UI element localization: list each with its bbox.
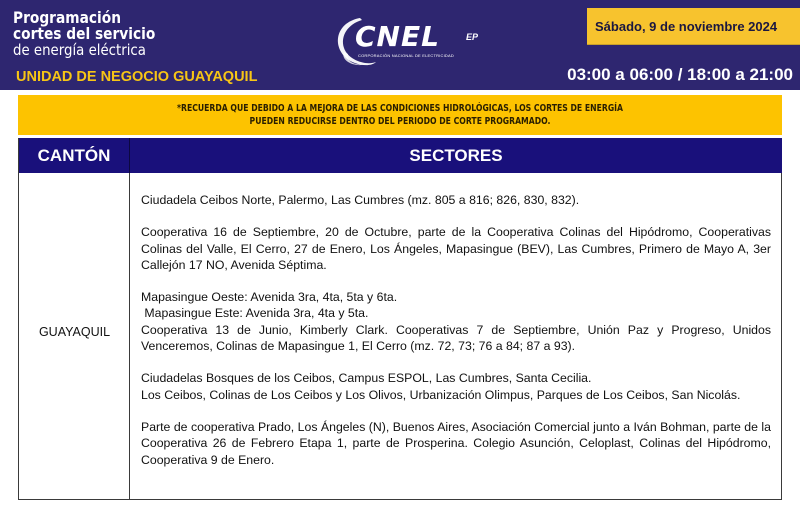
table-row-canton-cell bbox=[19, 173, 130, 499]
sector-line: Cooperativa 13 de Junio, Kimberly Clark. Cooperativas 7 de Septiembre, Unión Paz y Progreso, Unidos Venceremos, Colinas de Mapasingue 1, El Cerro (mz. 72, 73; 76 a 84; 87 a 93). bbox=[141, 322, 771, 354]
sector-group-5 bbox=[141, 419, 771, 468]
business-unit-label: UNIDAD DE NEGOCIO GUAYAQUIL bbox=[16, 69, 258, 85]
date-badge bbox=[587, 8, 800, 45]
sector-line: Parte de cooperativa Prado, Los Ángeles (N), Buenos Aires, Asociación Comercial junto a Iván Bohman, parte de la Cooperativa 26 de Febrero Etapa 1, parte de Prosperina. Colegio Asunción, Celoplast, Colinas del Hipódromo, Cooperativa 9 de Enero. bbox=[141, 419, 771, 467]
table-row-sectores-cell bbox=[130, 173, 781, 499]
title-line-1: Programación bbox=[13, 8, 121, 27]
notice-line-2: PUEDEN REDUCIRSE DENTRO DEL PERIODO DE CORTE PROGRAMADO. bbox=[249, 116, 551, 127]
time-range: 03:00 a 06:00 / 18:00 a 21:00 bbox=[567, 65, 793, 84]
title-line-3: de energía eléctrica bbox=[13, 41, 146, 59]
logo-subtitle: CORPORACIÓN NACIONAL DE ELECTRICIDAD bbox=[358, 53, 454, 58]
logo-name: CNEL bbox=[355, 20, 440, 53]
sector-line: Ciudadelas Bosques de los Ceibos, Campus ESPOL, Las Cumbres, Santa Cecilia. bbox=[141, 371, 592, 386]
sector-group-4 bbox=[141, 370, 771, 403]
sector-group-1 bbox=[141, 192, 771, 208]
column-header-canton: CANTÓN bbox=[19, 138, 130, 173]
header-banner bbox=[0, 0, 800, 90]
cnel-logo bbox=[330, 12, 490, 72]
canton-name: GUAYAQUIL bbox=[38, 325, 111, 339]
title-block bbox=[13, 10, 178, 58]
sector-line: Ciudadela Ceibos Norte, Palermo, Las Cumbres (mz. 805 a 816; 826, 830, 832). bbox=[141, 193, 580, 207]
sector-line: Cooperativa 16 de Septiembre, 20 de Octubre, parte de la Cooperativa Colinas del Hipódromo, Cooperativas Colinas del Valle, El Cerro, 27 de Enero, Los Ángeles, Mapasingue (BEV), Las Cumbres, Primero de Mayo A, 3er Callejón 17 NO, Avenida Séptima. bbox=[141, 225, 771, 272]
column-header-sectores: SECTORES bbox=[409, 146, 503, 165]
notice-line-1: *RECUERDA QUE DEBIDO A LA MEJORA DE LAS CONDICIONES HIDROLÓGICAS, LOS CORTES DE ENERGÍA bbox=[176, 103, 624, 114]
sector-line: Mapasingue Este: Avenida 3ra, 4ta y 5ta. bbox=[141, 306, 369, 321]
sector-line: Los Ceibos, Colinas de Los Ceibos y Los Olivos, Urbanización Olimpus, Parques de Los Ceibos, San Nicolás. bbox=[141, 387, 741, 402]
date-text: Sábado, 9 de noviembre 2024 bbox=[595, 19, 778, 34]
schedule-table bbox=[18, 138, 782, 500]
table-header bbox=[19, 138, 782, 173]
sector-group-2 bbox=[141, 224, 771, 273]
sector-group-3 bbox=[141, 289, 771, 354]
title-line-2: cortes del servicio bbox=[13, 24, 156, 43]
hydrology-notice bbox=[18, 95, 782, 135]
logo-suffix: EP bbox=[466, 32, 479, 42]
sector-line: Mapasingue Oeste: Avenida 3ra, 4ta, 5ta y 6ta. bbox=[141, 290, 398, 305]
